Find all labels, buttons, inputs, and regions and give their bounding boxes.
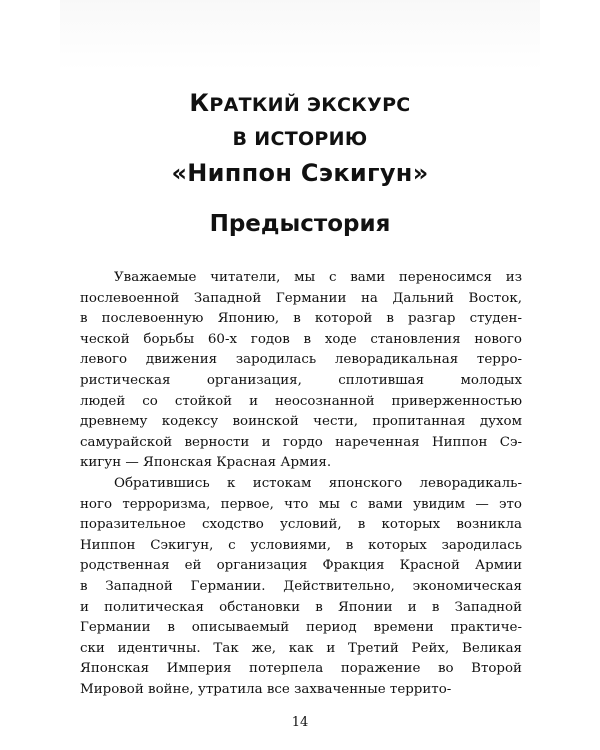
text-line: послевоенной Западной Германии на Дальний Восток, [80,290,522,306]
text-line: в послевоенную Японию, в которой в разгар студен- [80,311,522,327]
chapter-title-line-2: В ИСТОРИЮ [232,128,368,150]
page-number: 14 [291,715,309,730]
section-title: Предыстория [209,211,391,237]
chapter-title-rest: РАТКИЙ ЭКСКУРС [209,94,411,116]
text-line: древнему кодексу воинской чести, пропитанная духом [80,414,522,430]
text-line: родственная ей организация Фракция Красной Армии [80,558,522,574]
text-line: поразительное сходство условий, в которых возникла [80,517,522,533]
page-bleed-through [60,0,540,70]
chapter-title-initial: К [189,89,210,117]
text-line: ристическая организация, сплотившая молодых [80,372,522,388]
chapter-title [0,86,600,190]
text-line: Ниппон Сэкигун, с условиями, в которых зародилась [80,537,522,553]
text-line: левого движения зародилась леворадикальная терро- [80,352,522,368]
chapter-title-line-1 [0,86,600,122]
text-line: Уважаемые читатели, мы с вами переносимся из [114,270,522,285]
text-line: ного терроризма, первое, что мы с вами увидим — это [80,496,522,512]
chapter-title-line-3: «Ниппон Сэкигун» [171,159,429,187]
text-line: самурайской верности и гордо нареченная Ниппон Сэ- [80,434,522,450]
text-line: ческой борьбы 60-х годов в ходе становления нового [80,331,522,347]
text-line: ски идентичны. Так же, как и Третий Рейх, Великая [80,640,522,656]
text-line: людей со стойкой и неосознанной приверженностью [80,393,522,409]
text-line: и политическая обстановки в Японии и в Западной [80,599,522,615]
text-line: Обратившись к истокам японского леворадикаль- [114,475,522,491]
body-text [80,268,522,700]
text-line: Германии в описываемый период времени практиче- [80,620,522,636]
text-line: кигун — Японская Красная Армия. [80,455,332,471]
text-line: в Западной Германии. Действительно, экономическая [80,578,522,594]
text-line: Японская Империя потерпела поражение во Второй [80,661,522,677]
text-line: Мировой войне, утратила все захваченные террито- [80,681,452,697]
